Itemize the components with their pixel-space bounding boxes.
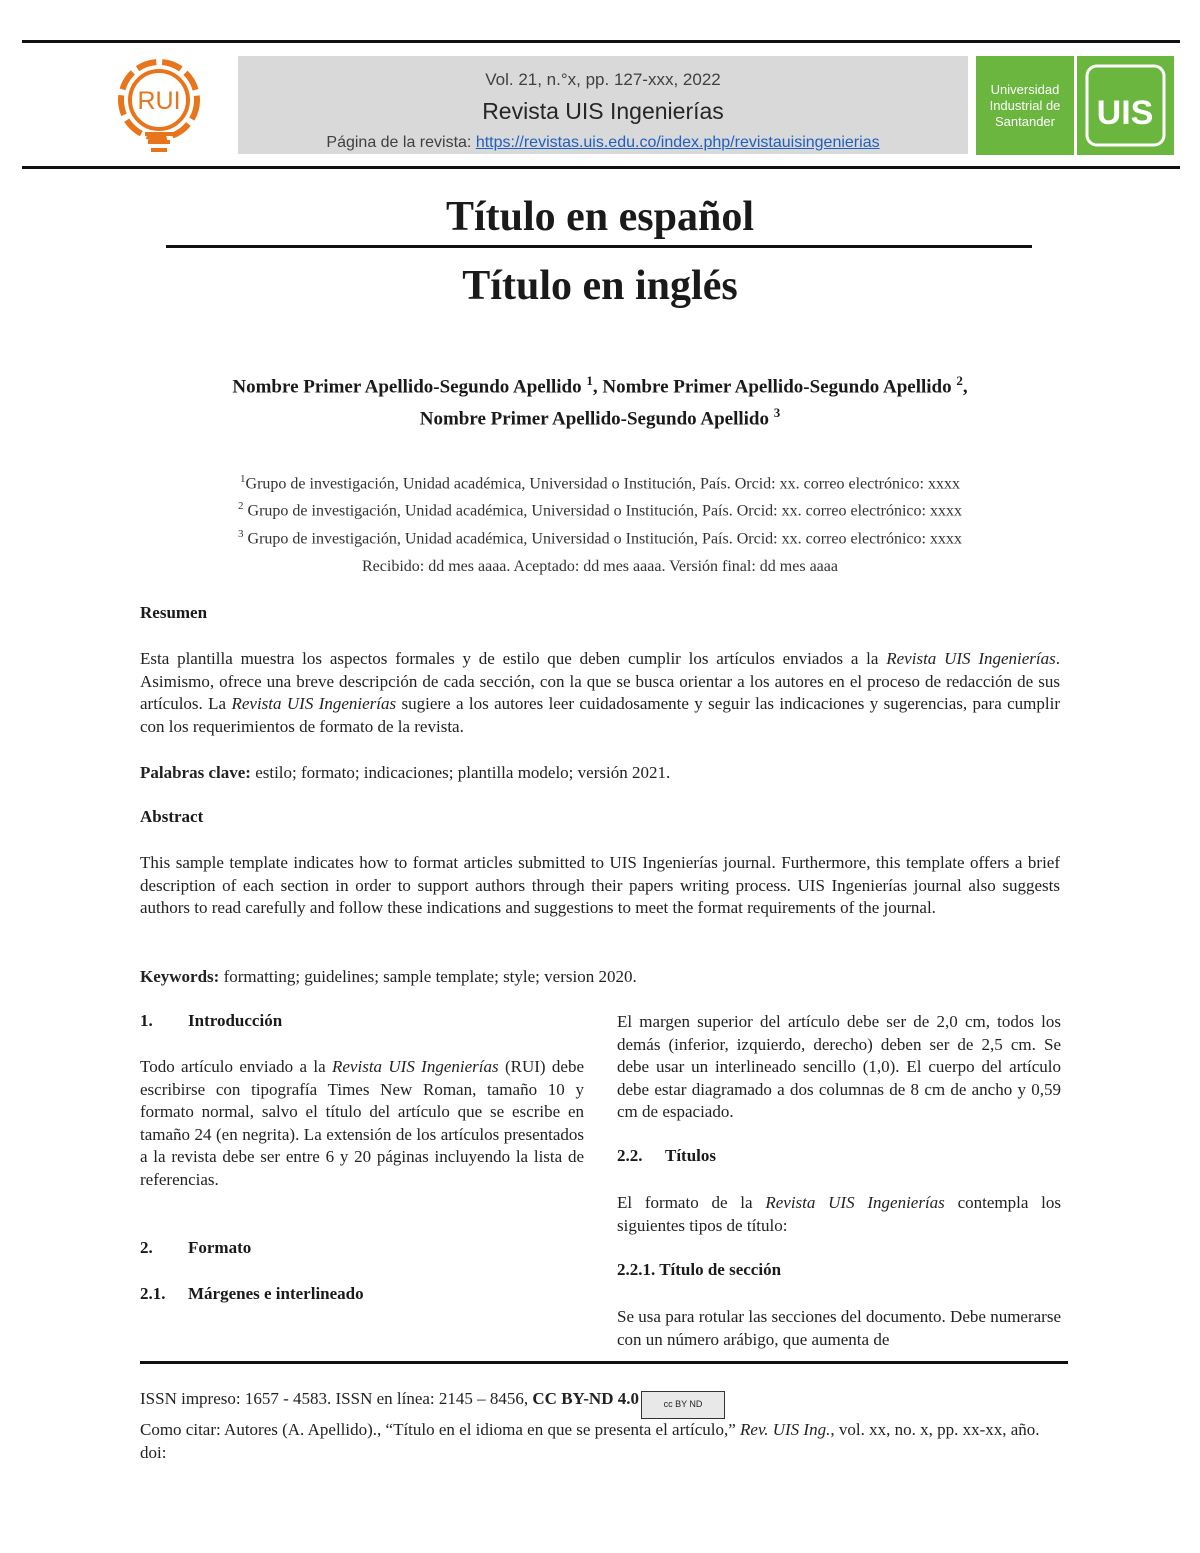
uis-logo (1077, 56, 1174, 155)
journal-header (238, 56, 968, 154)
issn-line: ISSN impreso: 1657 - 4583. ISSN en línea: 2145 – 8456, CC BY-ND 4.0 cc BY ND (140, 1388, 1060, 1419)
affiliations (140, 468, 1060, 550)
uis-logo-text: UIS (1096, 94, 1154, 132)
cc-license-badge[interactable]: cc BY ND (641, 1391, 725, 1419)
author-2-sup: 2 (956, 373, 963, 388)
university-line-1: Universidad (990, 82, 1060, 97)
section-2-2-heading: 2.2. Títulos (617, 1146, 717, 1165)
journal-page (238, 134, 968, 152)
author-1-sup: 1 (586, 373, 593, 388)
section-2-2-1-heading: 2.2.1. Título de sección (617, 1260, 782, 1279)
section-title-text: Se usa para rotular las secciones del documento. Debe numerarse con un número arábigo, que aumenta de (617, 1307, 1061, 1349)
uis-logo-icon (1077, 56, 1174, 155)
author-2: , Nombre Primer Apellido-Segundo Apellido (592, 376, 957, 398)
journal-name: Revista UIS Ingenierías (482, 98, 724, 124)
license-label: CC BY-ND 4.0 (532, 1389, 639, 1408)
citation: Como citar: Autores (A. Apellido)., “Título en el idioma en que se presenta el artículo,” Rev. UIS Ing., vol. xx, no. x, pp. xx-xx, año. doi: (140, 1420, 1040, 1462)
author-sep: , (962, 376, 968, 398)
titles-text: El formato de la Revista UIS Ingenierías contempla los siguientes tipos de título: (617, 1193, 1061, 1235)
author-3: Nombre Primer Apellido-Segundo Apellido (419, 408, 774, 430)
university-logo (976, 56, 1074, 155)
submission-dates: Recibido: dd mes aaaa. Aceptado: dd mes aaaa. Versión final: dd mes aaaa (362, 558, 838, 575)
keywords: Keywords: formatting; guidelines; sample template; style; version 2020. (140, 967, 637, 986)
author-list (120, 368, 1080, 433)
page-label: Página de la revista: (326, 134, 476, 151)
journal-url-link[interactable]: https://revistas.uis.edu.co/index.php/revistauisingenierias (475, 134, 880, 151)
abstract-heading: Abstract (140, 807, 204, 826)
rui-logo-text: RUI (137, 87, 181, 115)
rui-logo (104, 52, 214, 162)
palabras-clave: Palabras clave: estilo; formato; indicaciones; plantilla modelo; versión 2021. (140, 763, 671, 782)
section-2-heading: 2. Formato (140, 1238, 252, 1257)
section-1-heading: 1. Introducción (140, 1011, 283, 1030)
resumen-text: Esta plantilla muestra los aspectos formales y de estilo que deben cumplir los artículos enviados a la Revista UIS Ingenierías. Asimismo, ofrece una breve descripción de cada sección, con la que se busca orientar a los autores en el proceso de redacción de sus artículos. La Revista UIS Ingenierías sugiere a los autores leer cuidadosamente y seguir las indicaciones y sugerencias, para cumplir con los requerimientos de formato de la revista. (140, 649, 1060, 736)
affiliation-3: $^3$ Grupo de investigación, Unidad académica, Universidad o Institución, País. Orcid: xx. correo electrónico: xxxx (238, 527, 962, 547)
footer (140, 1388, 1060, 1464)
rui-logo-icon (104, 52, 214, 162)
volume-info: Vol. 21, n.°x, pp. 127-xxx, 2022 (485, 70, 721, 89)
footer-rule (140, 1361, 1068, 1364)
affiliation-1: $^1$Grupo de investigación, Unidad académica, Universidad o Institución, País. Orcid: xx. correo electrónico: xxxx (240, 473, 960, 493)
top-rule (22, 40, 1180, 43)
title-rule (166, 245, 1032, 248)
title-english: Título en inglés (462, 263, 738, 309)
margins-text: El margen superior del artículo debe ser de 2,0 cm, todos los demás (inferior, izquierdo, derecho) deben ser de 2,5 cm. Se debe usar un interlineado sencillo (1,0). El cuerpo del artículo debe estar diagramado a dos columnas de 8 cm de ancho y 0,59 cm de espaciado. (617, 1012, 1061, 1121)
resumen-heading: Resumen (140, 603, 208, 622)
university-line-2: Industrial de (989, 98, 1061, 113)
abstract-text: This sample template indicates how to format articles submitted to UIS Ingenierías journal. Furthermore, this template offers a brief description of each section in order to support authors through their papers writing process. UIS Ingenierías journal also suggests authors to read carefully and follow these indications and suggestions to meet the format requirements of the journal. (140, 853, 1060, 917)
affiliation-2: $^2$ Grupo de investigación, Unidad académica, Universidad o Institución, País. Orcid: xx. correo electrónico: xxxx (238, 500, 962, 520)
intro-text: Todo artículo enviado a la Revista UIS Ingenierías (RUI) debe escribirse con tipografía Times New Roman, tamaño 10 y formato normal, salvo el título del artículo que se escribe en tamaño 24 (en negrita). La extensión de los artículos presentados a la revista debe ser entre 6 y 20 páginas incluyendo la lista de referencias. (140, 1057, 584, 1189)
section-2-1-heading: 2.1. Márgenes e interlineado (140, 1284, 364, 1303)
header-bottom-rule (22, 166, 1180, 169)
university-line-3: Santander (995, 114, 1055, 129)
author-1: Nombre Primer Apellido-Segundo Apellido (232, 376, 587, 398)
title-spanish: Título en español (445, 194, 755, 240)
author-3-sup: 3 (773, 405, 781, 421)
